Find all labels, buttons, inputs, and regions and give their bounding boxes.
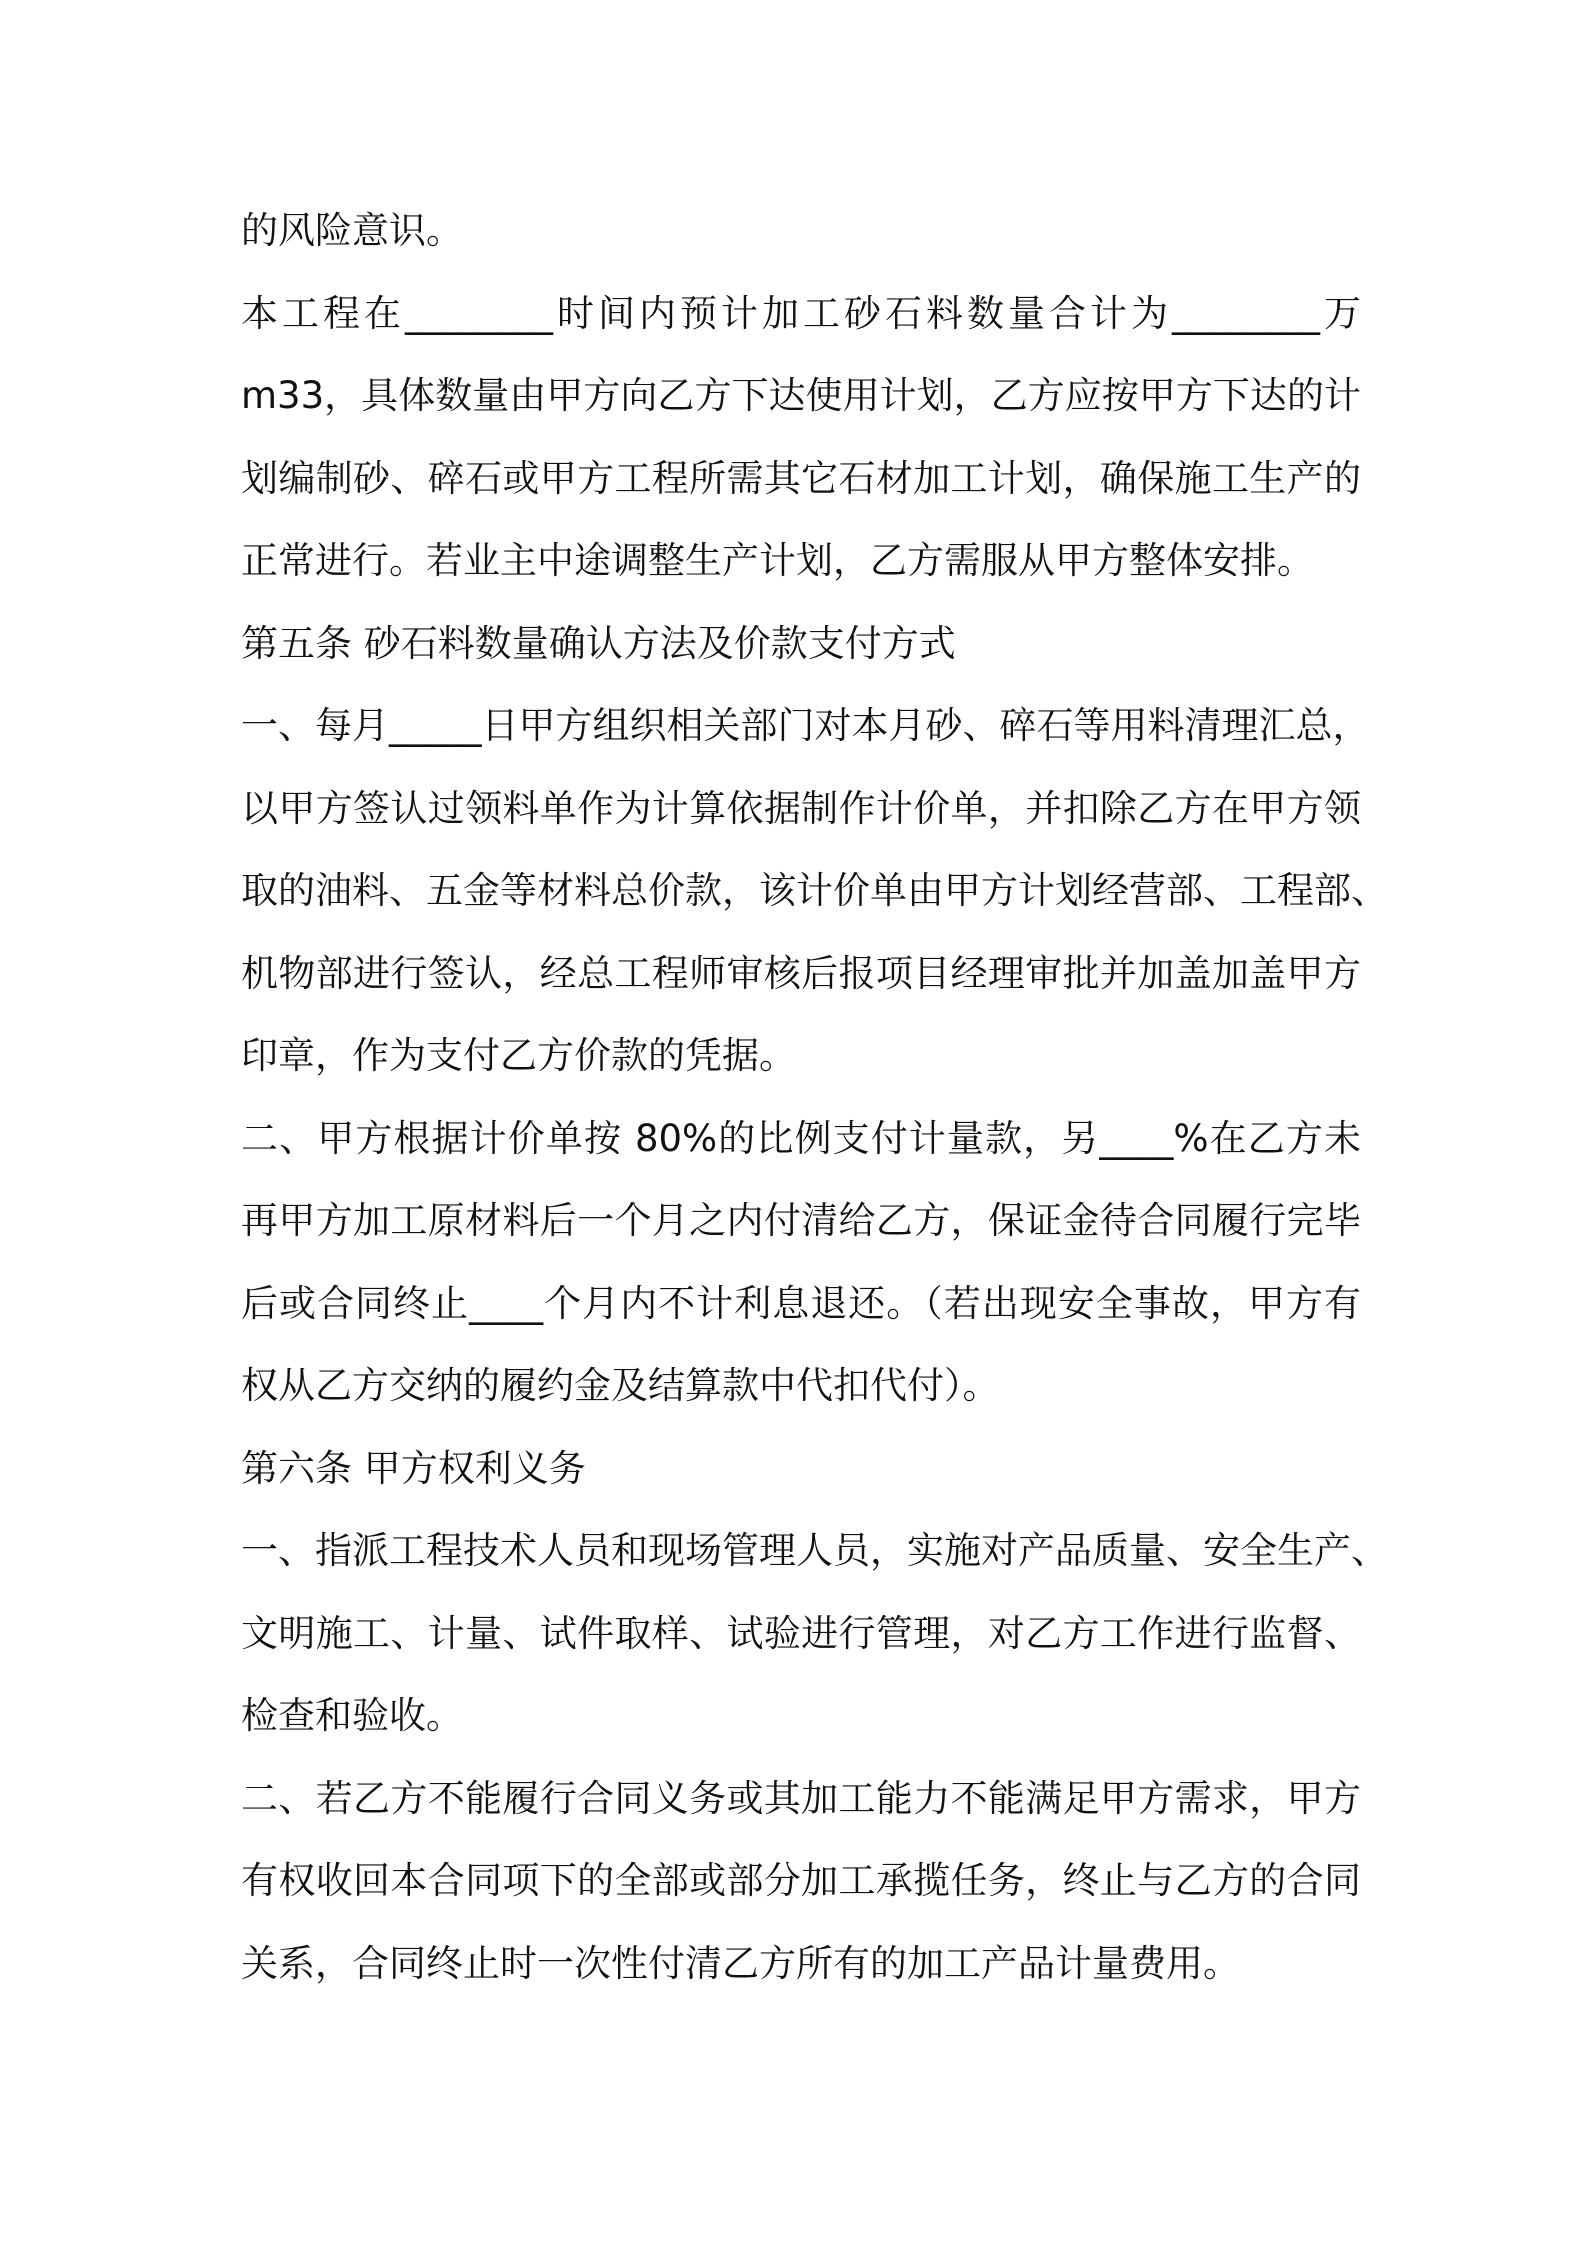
body-text-line: 印章，作为支付乙方价款的凭据。 [241, 1034, 796, 1077]
body-text-line: 一、指派工程技术人员和现场管理人员，实施对产品质量、安全生产、 [241, 1529, 1388, 1572]
body-text-line: 本工程在________时间内预计加工砂石料数量合计为________万 [241, 291, 1361, 335]
body-text-line: 机物部进行签认，经总工程师审核后报项目经理审批并加盖加盖甲方 [241, 951, 1361, 995]
body-text-line: m33，具体数量由甲方向乙方下达使用计划，乙方应按甲方下达的计 [241, 374, 1361, 417]
section-heading-article-5: 第五条 砂石料数量确认方法及价款支付方式 [241, 621, 956, 665]
body-text-line: 正常进行。若业主中途调整生产计划，乙方需服从甲方整体安排。 [241, 539, 1314, 582]
body-text-line: 再甲方加工原材料后一个月之内付清给乙方，保证金待合同履行完毕 [241, 1199, 1361, 1242]
body-text-line: 后或合同终止____个月内不计利息退还。（若出现安全事故，甲方有 [241, 1281, 1361, 1325]
body-text-line: 检查和验收。 [241, 1694, 463, 1737]
body-text-line: 划编制砂、碎石或甲方工程所需其它石材加工计划，确保施工生产的 [241, 456, 1361, 500]
body-text-line: 权从乙方交纳的履约金及结算款中代扣代付）。 [241, 1364, 1000, 1407]
body-text-line: 取的油料、五金等材料总价款，该计价单由甲方计划经营部、工程部、 [241, 869, 1388, 912]
body-text-line: 有权收回本合同项下的全部或部分加工承揽任务，终止与乙方的合同 [241, 1859, 1361, 1902]
section-heading-article-6: 第六条 甲方权利义务 [241, 1446, 586, 1490]
body-text-line: 一、每月_____日甲方组织相关部门对本月砂、碎石等用料清理汇总， [241, 704, 1370, 747]
body-text-line: 关系，合同终止时一次性付清乙方所有的加工产品计量费用。 [241, 1941, 1240, 1985]
body-text-line: 以甲方签认过领料单作为计算依据制作计价单，并扣除乙方在甲方领 [241, 786, 1361, 830]
body-text-line: 二、若乙方不能履行合同义务或其加工能力不能满足甲方需求，甲方 [241, 1776, 1361, 1820]
body-text-line: 文明施工、计量、试件取样、试验进行管理，对乙方工作进行监督、 [241, 1611, 1361, 1655]
body-text-line: 的风险意识。 [241, 209, 463, 252]
body-text-line: 二、甲方根据计价单按 80%的比例支付计量款，另____%在乙方未 [241, 1116, 1361, 1160]
document-body [241, 190, 1388, 2005]
